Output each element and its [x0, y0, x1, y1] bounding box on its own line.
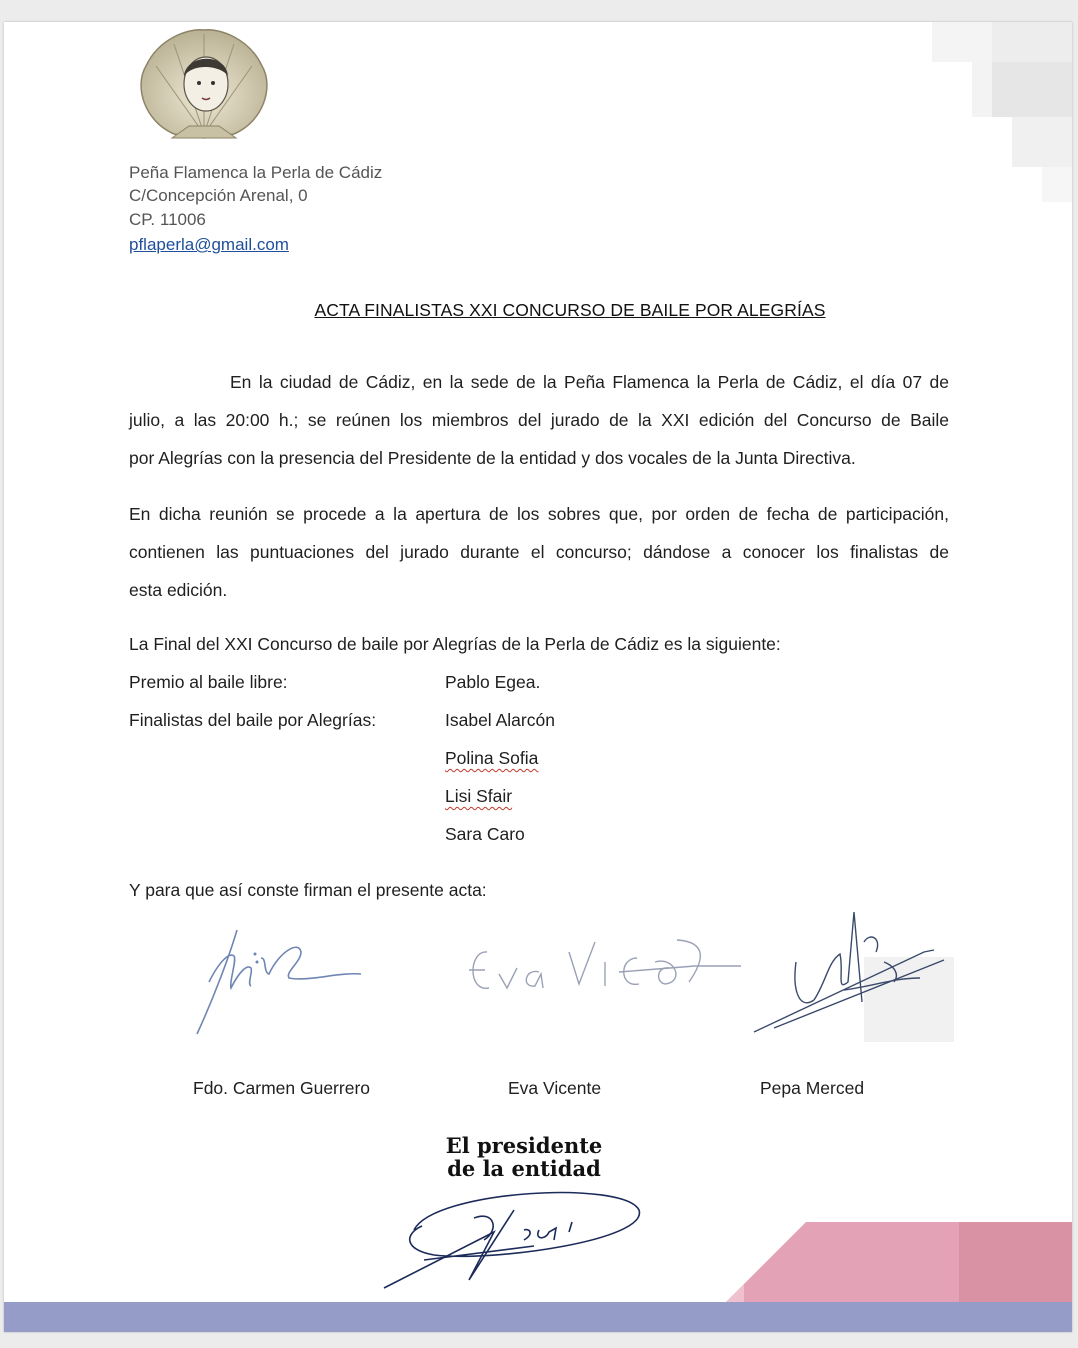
org-postal: CP. 11006 [129, 210, 206, 229]
stamp-line: El presidente [445, 1133, 603, 1158]
finalist-name: Polina Sofia [445, 748, 539, 768]
org-address: C/Concepción Arenal, 0 [129, 186, 308, 205]
signature-pepa-merced [744, 882, 954, 1042]
paragraph-line: contienen las puntuaciones del jurado durante el concurso; dándose a conocer los finalistas de [129, 542, 949, 562]
org-email-link[interactable]: pflaperla@gmail.com [129, 235, 289, 254]
finalist-name: Sara Caro [445, 824, 525, 844]
org-name: Peña Flamenca la Perla de Cádiz [129, 163, 383, 182]
paragraph-line: esta edición. [129, 580, 228, 600]
closing-text: Y para que así conste firman el presente acta: [129, 880, 487, 900]
prize-winner: Pablo Egea. [445, 672, 541, 692]
paragraph-line: En la ciudad de Cádiz, en la sede de la Peña Flamenca la Perla de Cádiz, el día 07 de [230, 372, 949, 392]
paragraph-meeting [129, 363, 949, 477]
signer-name: Pepa Merced [760, 1078, 865, 1098]
signer-name: Fdo. Carmen Guerrero [193, 1078, 371, 1098]
signature-eva-vicente [459, 922, 749, 1012]
finalist-name: Lisi Sfair [445, 786, 513, 806]
finalist-name: Isabel Alarcón [445, 710, 555, 730]
stamp-line: de la entidad [447, 1156, 601, 1181]
document-page [4, 22, 1072, 1332]
paragraph-procedure [129, 495, 949, 609]
document-title: ACTA FINALISTAS XXI CONCURSO DE BAILE POR ALEGRÍAS [314, 300, 826, 320]
paragraph-line: En dicha reunión se procede a la apertura de los sobres que, por orden de fecha de participación, [129, 504, 949, 524]
finalists-label: Finalistas del baile por Alegrías: [129, 710, 377, 730]
corner-decoration [912, 22, 1072, 202]
signer-name: Eva Vicente [508, 1078, 602, 1098]
paragraph-line: julio, a las 20:00 h.; se reúnen los miembros del jurado de la XXI edición del Concurso de Baile [129, 410, 949, 430]
signature-carmen-guerrero [189, 912, 379, 1042]
shell-logo [134, 26, 274, 146]
footer-band [4, 1222, 1072, 1332]
prize-label: Premio al baile libre: [129, 672, 288, 692]
paragraph-line: por Alegrías con la presencia del Presidente de la entidad y dos vocales de la Junta Directiva. [129, 448, 856, 468]
final-intro: La Final del XXI Concurso de baile por Alegrías de la Perla de Cádiz es la siguiente: [129, 634, 781, 654]
